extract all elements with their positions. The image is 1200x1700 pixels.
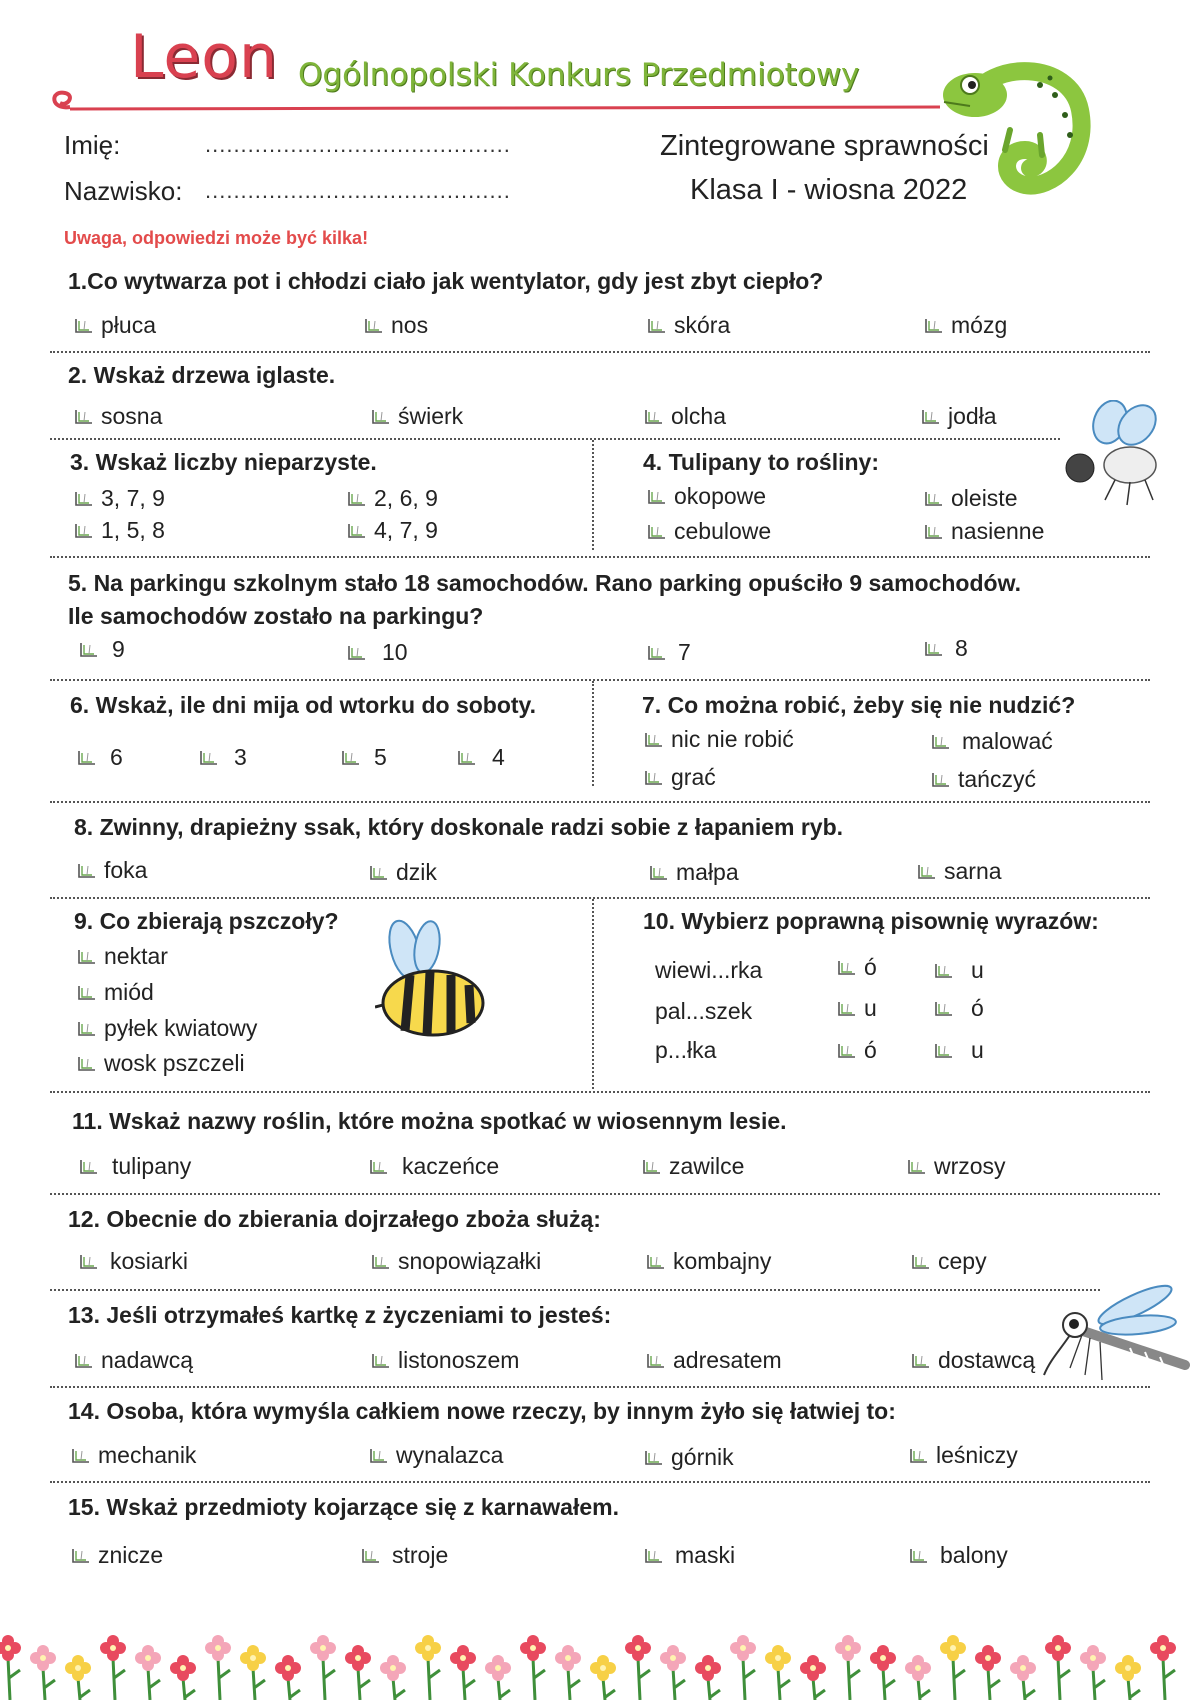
q6-option-4[interactable]: [458, 744, 505, 771]
option-label: 1, 5, 8: [101, 517, 165, 543]
q14-option-3[interactable]: [645, 1444, 734, 1471]
question-2: 2. Wskaż drzewa iglaste.: [68, 362, 336, 388]
checkbox-icon[interactable]: [932, 734, 950, 749]
divider: [50, 801, 1150, 803]
flower-icon: [765, 1645, 791, 1671]
option-label: kosiarki: [110, 1248, 188, 1274]
option-label: kombajny: [673, 1248, 772, 1274]
checkbox-icon[interactable]: [645, 1450, 663, 1465]
subject-title: Zintegrowane sprawności: [660, 130, 989, 162]
option-label: ó: [864, 1037, 877, 1063]
checkbox-icon[interactable]: [648, 524, 666, 539]
option-label: sosna: [101, 403, 163, 429]
checkbox-icon[interactable]: [370, 1448, 388, 1463]
q5-option-3[interactable]: [648, 639, 691, 666]
option-label: 5: [374, 744, 387, 770]
checkbox-icon[interactable]: [78, 863, 96, 878]
checkbox-icon[interactable]: [912, 1353, 930, 1368]
flower-border: [0, 1620, 1200, 1700]
q12-option-4[interactable]: [912, 1248, 987, 1275]
option-label: sarna: [944, 858, 1002, 884]
question-14: 14. Osoba, która wymyśla całkiem nowe rzeczy, by innym żyło się łatwiej to:: [68, 1398, 896, 1424]
checkbox-icon[interactable]: [370, 865, 388, 880]
flower-icon: [1150, 1635, 1176, 1661]
checkbox-icon[interactable]: [912, 1254, 930, 1269]
checkbox-icon[interactable]: [925, 491, 943, 506]
flower-icon: [625, 1635, 651, 1661]
checkbox-icon[interactable]: [75, 409, 93, 424]
option-label: malować: [962, 728, 1053, 754]
q11-option-3[interactable]: [643, 1153, 744, 1180]
q3-option-4[interactable]: [348, 517, 438, 544]
flower-icon: [660, 1645, 686, 1671]
q10-word-3: p...łka: [655, 1037, 717, 1063]
option-label: balony: [940, 1542, 1008, 1568]
checkbox-icon[interactable]: [458, 750, 476, 765]
question-6: 6. Wskaż, ile dni mija od wtorku do soboty.: [70, 692, 537, 718]
option-label: znicze: [98, 1542, 164, 1568]
checkbox-icon[interactable]: [647, 1254, 665, 1269]
question-9: 9. Co zbierają pszczoły?: [74, 908, 339, 934]
q2-option-4[interactable]: [922, 403, 997, 430]
option-label: skóra: [674, 312, 731, 338]
question-5-line-2: Ile samochodów zostało na parkingu?: [68, 603, 484, 629]
checkbox-icon[interactable]: [922, 409, 940, 424]
q5-option-1[interactable]: [80, 636, 125, 663]
q15-option-1[interactable]: [72, 1542, 163, 1569]
q15-option-4[interactable]: [910, 1542, 1008, 1569]
q8-option-4[interactable]: [918, 858, 1002, 885]
option-label: cepy: [938, 1248, 987, 1274]
divider: [50, 897, 1150, 899]
flower-icon: [135, 1645, 161, 1671]
flower-icon: [835, 1635, 861, 1661]
question-5-line-1: 5. Na parkingu szkolnym stało 18 samochodów. Rano parking opuściło 9 samochodów.: [68, 570, 1021, 596]
question-3: 3. Wskaż liczby nieparzyste.: [70, 449, 377, 475]
option-label: 3: [234, 744, 247, 770]
q4-option-4[interactable]: [925, 518, 1044, 545]
checkbox-icon[interactable]: [365, 318, 383, 333]
question-4: 4. Tulipany to rośliny:: [643, 449, 879, 475]
question-13: 13. Jeśli otrzymałeś kartkę z życzeniami to jesteś:: [68, 1302, 612, 1328]
flower-icon: [345, 1645, 371, 1671]
q1-option-2[interactable]: [365, 312, 428, 339]
divider: [50, 1091, 1150, 1093]
q9-option-1[interactable]: [78, 943, 168, 970]
flower-icon: [590, 1655, 616, 1681]
q11-option-4[interactable]: [908, 1153, 1006, 1180]
q10-row3-option-b[interactable]: [935, 1037, 984, 1064]
checkbox-icon[interactable]: [78, 949, 96, 964]
q1-option-1[interactable]: [75, 312, 156, 339]
option-label: miód: [104, 979, 154, 1005]
checkbox-icon[interactable]: [78, 985, 96, 1000]
q8-option-1[interactable]: [78, 857, 147, 884]
q10-row3-option-a[interactable]: [838, 1037, 877, 1064]
checkbox-icon[interactable]: [935, 1043, 953, 1058]
question-15: 15. Wskaż przedmioty kojarzące się z karnawałem.: [68, 1494, 619, 1520]
option-label: 6: [110, 744, 123, 770]
option-label: 2, 6, 9: [374, 485, 438, 511]
q7-option-2[interactable]: [932, 728, 1053, 755]
q4-option-3[interactable]: [648, 518, 771, 545]
question-10: 10. Wybierz poprawną pisownię wyrazów:: [643, 908, 1099, 934]
divider: [50, 679, 1150, 681]
q9-option-2[interactable]: [78, 979, 154, 1006]
q9-option-3[interactable]: [78, 1015, 257, 1042]
checkbox-icon[interactable]: [648, 645, 666, 660]
checkbox-icon[interactable]: [918, 864, 936, 879]
option-label: mechanik: [98, 1442, 197, 1468]
q11-option-1[interactable]: [80, 1153, 191, 1180]
q13-option-3[interactable]: [647, 1347, 782, 1374]
q6-option-3[interactable]: [342, 744, 387, 771]
flower-icon: [1115, 1655, 1141, 1681]
option-label: okopowe: [674, 483, 767, 509]
checkbox-icon[interactable]: [200, 750, 218, 765]
checkbox-icon[interactable]: [342, 750, 360, 765]
option-label: małpa: [676, 859, 739, 885]
option-label: 4, 7, 9: [374, 517, 438, 543]
option-label: listonoszem: [398, 1347, 520, 1373]
checkbox-icon[interactable]: [348, 523, 366, 538]
checkbox-icon[interactable]: [910, 1448, 928, 1463]
checkbox-icon[interactable]: [650, 865, 668, 880]
q15-option-2[interactable]: [362, 1542, 448, 1569]
q2-option-2[interactable]: [372, 403, 463, 430]
option-label: wrzosy: [934, 1153, 1006, 1179]
flower-icon: [1010, 1655, 1036, 1681]
q7-option-4[interactable]: [932, 766, 1036, 793]
flower-icon: [170, 1655, 196, 1681]
q3-option-3[interactable]: [75, 517, 165, 544]
option-label: nic nie robić: [671, 726, 794, 752]
checkbox-icon[interactable]: [362, 1548, 380, 1563]
q1-option-3[interactable]: [648, 312, 730, 339]
flower-icon: [380, 1655, 406, 1681]
divider: [50, 351, 1150, 353]
checkbox-icon[interactable]: [925, 318, 943, 333]
option-label: świerk: [398, 403, 464, 429]
q3-option-2[interactable]: [348, 485, 438, 512]
flower-icon: [100, 1635, 126, 1661]
q13-option-1[interactable]: [75, 1347, 193, 1374]
option-label: 8: [955, 635, 968, 661]
q2-option-3[interactable]: [645, 403, 726, 430]
q3-option-1[interactable]: [75, 485, 165, 512]
option-label: leśniczy: [936, 1442, 1018, 1468]
dragonfly-icon: [1040, 1280, 1190, 1390]
flower-icon: [905, 1655, 931, 1681]
flower-icon: [485, 1655, 511, 1681]
divider: [50, 1386, 1150, 1388]
q1-option-4[interactable]: [925, 312, 1007, 339]
checkbox-icon[interactable]: [908, 1159, 926, 1174]
flower-icon: [555, 1645, 581, 1671]
option-label: maski: [675, 1542, 736, 1568]
column-divider: [592, 440, 594, 550]
option-label: wynalazca: [396, 1442, 504, 1468]
option-label: nasienne: [951, 518, 1045, 544]
option-label: pyłek kwiatowy: [104, 1015, 258, 1041]
checkbox-icon[interactable]: [838, 1001, 856, 1016]
divider: [50, 1289, 1100, 1291]
flower-icon: [0, 1635, 21, 1661]
flower-icon: [30, 1645, 56, 1671]
option-label: zawilce: [669, 1153, 745, 1179]
checkbox-icon[interactable]: [75, 491, 93, 506]
q9-option-4[interactable]: [78, 1050, 245, 1077]
checkbox-icon[interactable]: [348, 491, 366, 506]
option-label: foka: [104, 857, 148, 883]
option-label: tańczyć: [958, 766, 1036, 792]
surname-field[interactable]: ...........................................: [205, 178, 511, 203]
flower-icon: [730, 1635, 756, 1661]
brand-title: Leon: [130, 22, 279, 92]
name-label: Imię:: [64, 130, 121, 160]
option-label: u: [971, 957, 984, 983]
q6-option-1[interactable]: [78, 744, 123, 771]
q11-option-2[interactable]: [370, 1153, 499, 1180]
checkbox-icon[interactable]: [935, 963, 953, 978]
contest-title: Ogólnopolski Konkurs Przedmiotowy: [298, 57, 860, 93]
checkbox-icon[interactable]: [645, 1548, 663, 1563]
fly-icon: [1055, 400, 1180, 510]
q8-option-2[interactable]: [370, 859, 437, 886]
divider: [50, 1481, 1150, 1483]
option-label: jodła: [948, 403, 997, 429]
q14-option-2[interactable]: [370, 1442, 503, 1469]
checkbox-icon[interactable]: [372, 1353, 390, 1368]
question-12: 12. Obecnie do zbierania dojrzałego zboża służą:: [68, 1206, 601, 1232]
divider: [50, 556, 1150, 558]
option-label: 3, 7, 9: [101, 485, 165, 511]
checkbox-icon[interactable]: [75, 523, 93, 538]
checkbox-icon[interactable]: [645, 732, 663, 747]
flower-icon: [1045, 1635, 1071, 1661]
flower-icon: [65, 1655, 91, 1681]
name-field[interactable]: ...........................................: [205, 132, 511, 157]
checkbox-icon[interactable]: [78, 1056, 96, 1071]
flower-icon: [310, 1635, 336, 1661]
flower-icon: [520, 1635, 546, 1661]
option-label: płuca: [101, 312, 156, 338]
option-label: olcha: [671, 403, 726, 429]
flower-icon: [870, 1645, 896, 1671]
checkbox-icon[interactable]: [75, 318, 93, 333]
option-label: kaczeńce: [402, 1153, 500, 1179]
option-label: wosk pszczeli: [104, 1050, 245, 1076]
option-label: 10: [382, 639, 408, 665]
option-label: cebulowe: [674, 518, 772, 544]
option-label: adresatem: [673, 1347, 782, 1373]
option-label: tulipany: [112, 1153, 192, 1179]
q2-option-1[interactable]: [75, 403, 162, 430]
flower-icon: [940, 1635, 966, 1661]
option-label: nos: [391, 312, 429, 338]
q12-option-3[interactable]: [647, 1248, 771, 1275]
option-label: ó: [864, 954, 877, 980]
grade-title: Klasa I - wiosna 2022: [690, 174, 968, 206]
option-label: 9: [112, 636, 125, 662]
checkbox-icon[interactable]: [370, 1159, 388, 1174]
q10-row1-option-a[interactable]: [838, 954, 877, 981]
flower-icon: [695, 1655, 721, 1681]
checkbox-icon[interactable]: [932, 772, 950, 787]
q14-option-1[interactable]: [72, 1442, 196, 1469]
checkbox-icon[interactable]: [72, 1548, 90, 1563]
question-1: 1.Co wytwarza pot i chłodzi ciało jak wentylator, gdy jest zbyt ciepło?: [68, 268, 824, 294]
q13-option-4[interactable]: [912, 1347, 1035, 1374]
q4-option-1[interactable]: [648, 483, 766, 510]
option-label: stroje: [392, 1542, 449, 1568]
q10-row1-option-b[interactable]: [935, 957, 984, 984]
checkbox-icon[interactable]: [925, 524, 943, 539]
checkbox-icon[interactable]: [838, 960, 856, 975]
checkbox-icon[interactable]: [372, 1254, 390, 1269]
option-label: 4: [492, 744, 505, 770]
divider: [50, 1193, 1160, 1195]
checkbox-icon[interactable]: [78, 1021, 96, 1036]
q15-option-3[interactable]: [645, 1542, 735, 1569]
option-label: nadawcą: [101, 1347, 194, 1373]
option-label: 7: [678, 639, 691, 665]
q10-word-2: pal...szek: [655, 998, 753, 1024]
option-label: górnik: [671, 1444, 734, 1470]
checkbox-icon[interactable]: [838, 1043, 856, 1058]
surname-label: Nazwisko:: [64, 176, 183, 206]
flower-icon: [450, 1645, 476, 1671]
checkbox-icon[interactable]: [80, 1254, 98, 1269]
checkbox-icon[interactable]: [643, 1159, 661, 1174]
q6-option-2[interactable]: [200, 744, 247, 771]
option-label: mózg: [951, 312, 1008, 338]
q12-option-2[interactable]: [372, 1248, 541, 1275]
option-label: nektar: [104, 943, 168, 969]
q10-word-1: wiewi...rka: [655, 957, 763, 983]
checkbox-icon[interactable]: [648, 489, 666, 504]
flower-icon: [415, 1635, 441, 1661]
q14-option-4[interactable]: [910, 1442, 1018, 1469]
option-label: dzik: [396, 859, 437, 885]
option-label: u: [864, 995, 877, 1021]
checkbox-icon[interactable]: [372, 409, 390, 424]
q7-option-1[interactable]: [645, 726, 794, 753]
divider: [50, 438, 1060, 440]
q7-option-3[interactable]: [645, 764, 716, 791]
question-7: 7. Co można robić, żeby się nie nudzić?: [642, 692, 1076, 718]
option-label: snopowiązałki: [398, 1248, 542, 1274]
q4-option-2[interactable]: [925, 485, 1017, 512]
checkbox-icon[interactable]: [935, 1001, 953, 1016]
flower-icon: [800, 1655, 826, 1681]
q12-option-1[interactable]: [80, 1248, 188, 1275]
column-divider: [592, 899, 594, 1089]
flower-icon: [975, 1645, 1001, 1671]
question-11: 11. Wskaż nazwy roślin, które można spotkać w wiosennym lesie.: [72, 1108, 787, 1134]
checkbox-icon[interactable]: [910, 1548, 928, 1563]
option-label: u: [971, 1037, 984, 1063]
q13-option-2[interactable]: [372, 1347, 519, 1374]
option-label: dostawcą: [938, 1347, 1036, 1373]
checkbox-icon[interactable]: [80, 1159, 98, 1174]
flower-icon: [1080, 1645, 1106, 1671]
checkbox-icon[interactable]: [645, 409, 663, 424]
option-label: ó: [971, 995, 984, 1021]
question-8: 8. Zwinny, drapieżny ssak, który doskonale radzi sobie z łapaniem ryb.: [74, 814, 844, 840]
q8-option-3[interactable]: [650, 859, 739, 886]
column-divider: [592, 681, 594, 786]
checkbox-icon[interactable]: [645, 770, 663, 785]
checkbox-icon[interactable]: [75, 1353, 93, 1368]
warning-note: Uwaga, odpowiedzi może być kilka!: [64, 228, 369, 248]
q5-option-2[interactable]: [348, 639, 408, 666]
flower-icon: [275, 1655, 301, 1681]
option-label: oleiste: [951, 485, 1018, 511]
checkbox-icon[interactable]: [647, 1353, 665, 1368]
q10-row2-option-b[interactable]: [935, 995, 984, 1022]
bee-icon: [375, 915, 495, 1045]
checkbox-icon[interactable]: [78, 750, 96, 765]
q5-option-4[interactable]: [925, 635, 968, 662]
flower-icon: [240, 1645, 266, 1671]
checkbox-icon[interactable]: [648, 318, 666, 333]
checkbox-icon[interactable]: [925, 641, 943, 656]
checkbox-icon[interactable]: [72, 1448, 90, 1463]
checkbox-icon[interactable]: [80, 642, 98, 657]
checkbox-icon[interactable]: [348, 645, 366, 660]
flower-icon: [205, 1635, 231, 1661]
option-label: grać: [671, 764, 716, 790]
q10-row2-option-a[interactable]: [838, 995, 877, 1022]
